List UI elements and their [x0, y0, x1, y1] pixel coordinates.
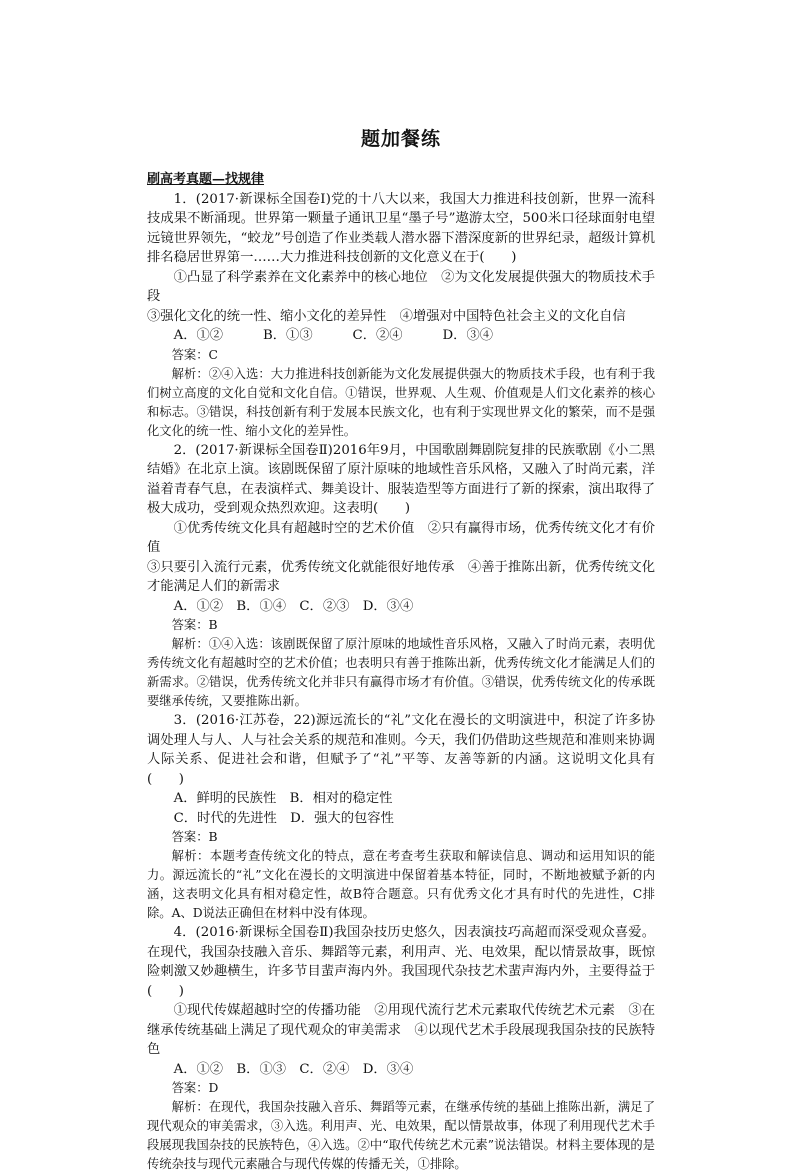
question-options-line: ①优秀传统文化具有超越时空的艺术价值 ②只有赢得市场，优秀传统文化才有价值 — [147, 520, 655, 555]
explanation: 解析：在现代，我国杂技融入音乐、舞蹈等元素，在继承传统的基础上推陈出新，满足了现代观众的审美需求，③入选。利用声、光、电效果，配以情景故事，体现了利用现代艺术手段展现我国杂技的民族特色，④入选。②中“取代传统艺术元素”说法错误。材料主要体现的是传统杂技与现代元素融合与现代传媒的传播无关，①排除。 — [147, 1100, 655, 1171]
question-options-line: ③只要引入流行元素，优秀传统文化就能很好地传承 ④善于推陈出新，优秀传统文化才能满足人们的新需求 — [147, 559, 655, 594]
question-stem: 4．(2016·新课标全国卷Ⅱ)我国杂技历史悠久，因表演技巧高超而深受观众喜爱。在现代，我国杂技融入音乐、舞蹈等元素，利用声、光、电效果，配以情景故事，既惊险刺激又妙趣横生，许多节目蜚声海内外。我国现代杂技艺术蜚声海内外，主要得益于( ) — [147, 925, 655, 999]
question-4 — [147, 923, 655, 1174]
answer-line: 答案：B — [171, 618, 218, 632]
question-3 — [147, 711, 655, 923]
document-body — [147, 170, 655, 1174]
answer-choices: A．鲜明的民族性 B．相对的稳定性 — [173, 791, 393, 806]
page-title: 题加餐练 — [360, 128, 441, 150]
question-options-line: ①凸显了科学素养在文化素养中的核心地位 ②为文化发展提供强大的物质技术手段 — [147, 269, 655, 304]
explanation: 解析：本题考查传统文化的特点，意在考查考生获取和解读信息、调动和运用知识的能力。源远流长的“礼”文化在漫长的文明演进中保留着基本特征，同时，不断地被赋予新的内涵，这表明文化具有相对稳定性，故B符合题意。只有优秀文化才具有时代的先进性，C排除。A、D说法正确但在材料中没有体现。 — [147, 849, 655, 920]
answer-choices: A．①② B．①③ C．②④ D．③④ — [173, 1061, 414, 1077]
answer-choices: C．时代的先进性 D．强大的包容性 — [173, 810, 394, 826]
explanation: 解析：②④入选：大力推进科技创新能为文化发展提供强大的物质技术手段，也有利于我们树立高度的文化自觉和文化自信。①错误，世界观、人生观、价值观是人们文化素养的核心和标志。③错误，科技创新有利于发展本民族文化，也有利于实现世界文化的繁荣，而不是强化文化的统一性、缩小文化的差异性。 — [147, 366, 655, 438]
question-options-line: ①现代传媒超越时空的传播功能 ②用现代流行艺术元素取代传统艺术元素 ③在继承传统基础上满足了现代观众的审美需求 ④以现代艺术手段展现我国杂技的民族特色 — [147, 1003, 655, 1057]
answer-choices: A．①② B．①③ C．②④ D．③④ — [173, 328, 494, 343]
answer-line: 答案：D — [171, 1081, 219, 1095]
question-stem: 2．(2017·新课标全国卷Ⅱ)2016年9月，中国歌剧舞剧院复排的民族歌剧《小二黑结婚》在北京上演。该剧既保留了原汁原味的地域性音乐风格，又融入了时尚元素，洋溢着青春气息，在表演样式、舞美设计、服装造型等方面进行了新的探索，演出取得了极大成功，受到观众热烈欢迎。这表明( ) — [147, 442, 655, 516]
question-2 — [147, 441, 655, 712]
explanation: 解析：①④入选：该剧既保留了原汁原味的地域性音乐风格，又融入了时尚元素，表明优秀传统文化有超越时空的艺术价值；也表明只有善于推陈出新，优秀传统文化才能满足人们的新需求。②错误，优秀传统文化并非只有赢得市场才有价值。③错误，优秀传统文化的传承既要继承传统，又要推陈出新。 — [147, 637, 655, 708]
answer-line: 答案：B — [171, 830, 218, 844]
question-stem: 1．(2017·新课标全国卷Ⅰ)党的十八大以来，我国大力推进科技创新，世界一流科技成果不断涌现。世界第一颗量子通讯卫星“墨子号”遨游太空，500米口径球面射电望远镜世界领先，“蛟龙”号创造了作业类载人潜水器下潜深度新的世界纪录，超级计算机排名稳居世界第一……大力推进科技创新的文化意义在于( ) — [147, 191, 655, 265]
answer-line: 答案：C — [171, 347, 218, 362]
question-stem: 3．(2016·江苏卷，22)源远流长的“礼”文化在漫长的文明演进中，积淀了许多协调处理人与人、人与社会关系的规范和准则。今天，我们仍借助这些规范和准则来协调人际关系、促进社会和谐，但赋予了“礼”平等、友善等新的内涵。这说明文化具有( ) — [147, 713, 655, 787]
question-1 — [147, 190, 655, 441]
section-heading: 刷高考真题—找规律 — [147, 172, 265, 187]
answer-choices: A．①② B．①④ C．②③ D．③④ — [173, 598, 414, 614]
question-options-line: ③强化文化的统一性、缩小文化的差异性 ④增强对中国特色社会主义的文化自信 — [147, 308, 626, 324]
